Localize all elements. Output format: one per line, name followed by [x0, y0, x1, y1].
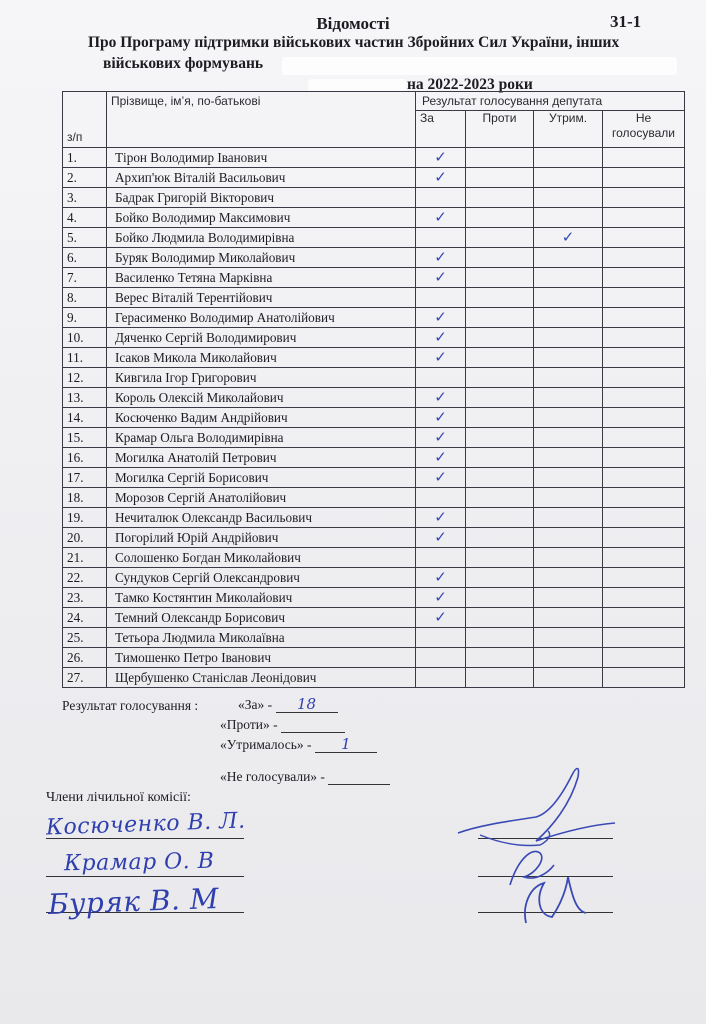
check-mark-icon: ✓: [434, 208, 447, 226]
vote-cell-for: [416, 368, 466, 388]
row-deputy-name: Дяченко Сергій Володимирович: [107, 328, 416, 348]
vote-cell-abstain: [534, 408, 603, 428]
row-number: 25.: [63, 628, 107, 648]
row-deputy-name: Тетьора Людмила Миколаївна: [107, 628, 416, 648]
vote-cell-novote: [603, 408, 685, 428]
vote-cell-abstain: [534, 348, 603, 368]
table-row: [63, 208, 685, 228]
table-row: [63, 528, 685, 548]
check-mark-icon: ✓: [434, 408, 447, 426]
vote-cell-novote: [603, 328, 685, 348]
handwritten-signatures: [440, 755, 630, 935]
header-abstain: Утрим.: [534, 111, 603, 148]
vote-cell-for: [416, 268, 466, 288]
vote-cell-for: [416, 548, 466, 568]
row-number: 17.: [63, 468, 107, 488]
row-number: 6.: [63, 248, 107, 268]
table-row: [63, 388, 685, 408]
voting-table: [62, 91, 685, 688]
vote-cell-against: [466, 248, 534, 268]
vote-cell-abstain: [534, 188, 603, 208]
vote-cell-abstain: [534, 628, 603, 648]
vote-cell-abstain: [534, 208, 603, 228]
vote-cell-abstain: [534, 368, 603, 388]
vote-cell-against: [466, 588, 534, 608]
row-number: 14.: [63, 408, 107, 428]
vote-cell-for: [416, 648, 466, 668]
row-number: 23.: [63, 588, 107, 608]
header-vote-result: Результат голосування депутата: [416, 92, 685, 111]
result-against: [220, 716, 345, 733]
vote-cell-against: [466, 608, 534, 628]
member-name-3: Буряк В. М: [47, 882, 220, 921]
check-mark-icon: ✓: [434, 528, 447, 546]
vote-cell-for: [416, 348, 466, 368]
result-against-value: [281, 716, 345, 733]
row-deputy-name: Тимошенко Петро Іванович: [107, 648, 416, 668]
row-deputy-name: Тірон Володимир Іванович: [107, 148, 416, 168]
vote-cell-novote: [603, 568, 685, 588]
table-row: [63, 268, 685, 288]
commission-label: Члени лічильної комісії:: [46, 790, 191, 805]
vote-cell-novote: [603, 348, 685, 368]
vote-cell-novote: [603, 608, 685, 628]
voting-table-body: [63, 148, 685, 688]
table-row: [63, 428, 685, 448]
vote-cell-for: [416, 448, 466, 468]
vote-cell-novote: [603, 308, 685, 328]
vote-cell-abstain: [534, 668, 603, 688]
table-row: [63, 228, 685, 248]
row-deputy-name: Щербушенко Станіслав Леонідович: [107, 668, 416, 688]
row-deputy-name: Бадрак Григорій Вікторович: [107, 188, 416, 208]
row-deputy-name: Косюченко Вадим Андрійович: [107, 408, 416, 428]
vote-cell-novote: [603, 648, 685, 668]
table-row: [63, 468, 685, 488]
vote-cell-for: [416, 388, 466, 408]
vote-cell-against: [466, 148, 534, 168]
row-number: 24.: [63, 608, 107, 628]
row-number: 10.: [63, 328, 107, 348]
vote-cell-for: [416, 288, 466, 308]
table-row: [63, 368, 685, 388]
row-number: 8.: [63, 288, 107, 308]
row-deputy-name: Темний Олександр Борисович: [107, 608, 416, 628]
check-mark-icon: ✓: [434, 508, 447, 526]
row-deputy-name: Бойко Людмила Володимирівна: [107, 228, 416, 248]
table-row: [63, 188, 685, 208]
table-row: [63, 348, 685, 368]
check-mark-icon: ✓: [434, 608, 447, 626]
row-deputy-name: Сундуков Сергій Олександрович: [107, 568, 416, 588]
vote-cell-against: [466, 508, 534, 528]
check-mark-icon: ✓: [434, 428, 447, 446]
vote-cell-novote: [603, 388, 685, 408]
check-mark-icon: ✓: [561, 228, 575, 246]
vote-cell-against: [466, 648, 534, 668]
result-not-voted-label: «Не голосували» -: [220, 769, 325, 784]
header-name: Прізвище, ім’я, по-батькові: [107, 92, 416, 148]
vote-cell-abstain: [534, 548, 603, 568]
vote-cell-abstain: [534, 328, 603, 348]
member-name-2: Крамар О. В: [63, 848, 215, 877]
vote-cell-against: [466, 388, 534, 408]
document-number: 31-1: [610, 12, 642, 31]
header-number: з/п: [63, 92, 107, 148]
row-number: 20.: [63, 528, 107, 548]
row-number: 7.: [63, 268, 107, 288]
table-row: [63, 448, 685, 468]
table-row: [63, 668, 685, 688]
vote-cell-against: [466, 188, 534, 208]
check-mark-icon: ✓: [434, 448, 447, 466]
table-row: [63, 408, 685, 428]
table-row: [63, 168, 685, 188]
row-deputy-name: Ісаков Микола Миколайович: [107, 348, 416, 368]
vote-cell-against: [466, 488, 534, 508]
row-number: 26.: [63, 648, 107, 668]
row-number: 18.: [63, 488, 107, 508]
vote-cell-abstain: [534, 448, 603, 468]
table-row: [63, 608, 685, 628]
vote-cell-abstain: [534, 648, 603, 668]
vote-cell-against: [466, 468, 534, 488]
vote-cell-abstain: [534, 388, 603, 408]
row-deputy-name: Верес Віталій Терентійович: [107, 288, 416, 308]
vote-cell-against: [466, 308, 534, 328]
vote-cell-for: [416, 228, 466, 248]
vote-cell-against: [466, 228, 534, 248]
vote-cell-abstain: [534, 608, 603, 628]
vote-cell-against: [466, 368, 534, 388]
row-deputy-name: Солошенко Богдан Миколайович: [107, 548, 416, 568]
result-label: Результат голосування :: [62, 698, 199, 713]
vote-cell-abstain: [534, 308, 603, 328]
vote-cell-abstain: [534, 568, 603, 588]
vote-cell-against: [466, 208, 534, 228]
vote-cell-against: [466, 268, 534, 288]
vote-cell-abstain: [534, 248, 603, 268]
vote-cell-for: [416, 408, 466, 428]
vote-cell-abstain: [534, 228, 603, 248]
subtitle-line-3: на 2022-2023 роки: [407, 76, 533, 93]
vote-cell-abstain: [534, 428, 603, 448]
vote-cell-abstain: [534, 288, 603, 308]
redaction-block: [282, 57, 677, 75]
vote-cell-novote: [603, 228, 685, 248]
vote-cell-against: [466, 568, 534, 588]
table-row: [63, 568, 685, 588]
header-not-voted: Не голосували: [603, 111, 685, 148]
row-number: 27.: [63, 668, 107, 688]
row-number: 15.: [63, 428, 107, 448]
vote-cell-abstain: [534, 468, 603, 488]
result-abstain: [220, 736, 377, 753]
result-against-label: «Проти» -: [220, 717, 278, 732]
vote-cell-for: [416, 468, 466, 488]
row-deputy-name: Нечиталюк Олександр Васильович: [107, 508, 416, 528]
vote-cell-novote: [603, 188, 685, 208]
vote-cell-abstain: [534, 528, 603, 548]
row-number: 3.: [63, 188, 107, 208]
table-row: [63, 288, 685, 308]
vote-cell-abstain: [534, 148, 603, 168]
result-abstain-label: «Утрималось» -: [220, 737, 312, 752]
vote-cell-abstain: [534, 488, 603, 508]
table-row: [63, 628, 685, 648]
vote-cell-novote: [603, 448, 685, 468]
vote-cell-for: [416, 588, 466, 608]
vote-cell-against: [466, 668, 534, 688]
vote-cell-for: [416, 528, 466, 548]
table-row: [63, 648, 685, 668]
row-number: 9.: [63, 308, 107, 328]
vote-cell-for: [416, 248, 466, 268]
vote-cell-for: [416, 568, 466, 588]
check-mark-icon: ✓: [434, 268, 447, 286]
header-for: За: [416, 111, 466, 148]
vote-cell-for: [416, 668, 466, 688]
row-number: 12.: [63, 368, 107, 388]
result-for: [238, 696, 338, 713]
vote-cell-against: [466, 168, 534, 188]
vote-cell-against: [466, 348, 534, 368]
table-row: [63, 508, 685, 528]
row-number: 5.: [63, 228, 107, 248]
check-mark-icon: ✓: [434, 308, 447, 326]
vote-cell-for: [416, 188, 466, 208]
check-mark-icon: ✓: [434, 388, 447, 406]
vote-cell-against: [466, 528, 534, 548]
vote-cell-novote: [603, 428, 685, 448]
vote-cell-for: [416, 328, 466, 348]
row-deputy-name: Погорілий Юрій Андрійович: [107, 528, 416, 548]
vote-cell-against: [466, 628, 534, 648]
row-number: 22.: [63, 568, 107, 588]
table-row: [63, 488, 685, 508]
row-deputy-name: Бойко Володимир Максимович: [107, 208, 416, 228]
row-number: 2.: [63, 168, 107, 188]
table-row: [63, 148, 685, 168]
check-mark-icon: ✓: [434, 328, 447, 346]
result-not-voted-value: [328, 768, 390, 785]
check-mark-icon: ✓: [434, 248, 447, 266]
vote-cell-novote: [603, 148, 685, 168]
vote-cell-against: [466, 408, 534, 428]
row-number: 16.: [63, 448, 107, 468]
check-mark-icon: ✓: [434, 588, 447, 606]
member-name-1: Косюченко В. Л.: [45, 808, 246, 841]
vote-cell-novote: [603, 288, 685, 308]
result-not-voted: [220, 768, 390, 785]
vote-cell-novote: [603, 488, 685, 508]
vote-cell-novote: [603, 628, 685, 648]
row-number: 4.: [63, 208, 107, 228]
vote-cell-for: [416, 508, 466, 528]
vote-cell-against: [466, 548, 534, 568]
vote-cell-against: [466, 448, 534, 468]
row-deputy-name: Василенко Тетяна Марківна: [107, 268, 416, 288]
vote-cell-novote: [603, 548, 685, 568]
vote-cell-novote: [603, 268, 685, 288]
table-row: [63, 548, 685, 568]
vote-cell-for: [416, 208, 466, 228]
vote-cell-novote: [603, 588, 685, 608]
vote-cell-for: [416, 148, 466, 168]
row-number: 1.: [63, 148, 107, 168]
vote-cell-for: [416, 308, 466, 328]
row-deputy-name: Крамар Ольга Володимирівна: [107, 428, 416, 448]
vote-cell-novote: [603, 468, 685, 488]
row-deputy-name: Тамко Костянтин Миколайович: [107, 588, 416, 608]
vote-cell-abstain: [534, 588, 603, 608]
check-mark-icon: ✓: [434, 568, 447, 586]
vote-cell-against: [466, 288, 534, 308]
signature-line: [46, 876, 244, 877]
table-row: [63, 328, 685, 348]
row-deputy-name: Буряк Володимир Миколайович: [107, 248, 416, 268]
vote-cell-abstain: [534, 268, 603, 288]
table-row: [63, 248, 685, 268]
vote-cell-against: [466, 428, 534, 448]
row-deputy-name: Морозов Сергій Анатолійович: [107, 488, 416, 508]
vote-cell-against: [466, 328, 534, 348]
vote-cell-novote: [603, 508, 685, 528]
result-for-label: «За» -: [238, 697, 273, 712]
vote-cell-novote: [603, 208, 685, 228]
check-mark-icon: ✓: [434, 468, 447, 486]
check-mark-icon: ✓: [434, 348, 447, 366]
row-deputy-name: Герасименко Володимир Анатолійович: [107, 308, 416, 328]
result-abstain-value: 1: [315, 736, 377, 753]
vote-cell-for: [416, 488, 466, 508]
table-row: [63, 588, 685, 608]
vote-cell-abstain: [534, 168, 603, 188]
row-deputy-name: Кивгила Ігор Григорович: [107, 368, 416, 388]
row-deputy-name: Могилка Анатолій Петрович: [107, 448, 416, 468]
table-row: [63, 308, 685, 328]
row-deputy-name: Могилка Сергій Борисович: [107, 468, 416, 488]
row-number: 21.: [63, 548, 107, 568]
vote-cell-novote: [603, 248, 685, 268]
subtitle-line-1: Про Програму підтримки військових частин Збройних Сил України, інших: [88, 34, 620, 51]
check-mark-icon: ✓: [434, 168, 447, 186]
vote-cell-novote: [603, 368, 685, 388]
document-title: Відомості: [316, 14, 390, 33]
vote-cell-novote: [603, 168, 685, 188]
vote-cell-for: [416, 168, 466, 188]
vote-cell-novote: [603, 668, 685, 688]
header-against: Проти: [466, 111, 534, 148]
row-number: 13.: [63, 388, 107, 408]
row-deputy-name: Архип'юк Віталій Васильович: [107, 168, 416, 188]
row-number: 11.: [63, 348, 107, 368]
vote-cell-novote: [603, 528, 685, 548]
row-number: 19.: [63, 508, 107, 528]
subtitle-line-2: військових формувань: [103, 55, 264, 72]
check-mark-icon: ✓: [434, 148, 447, 166]
vote-cell-for: [416, 428, 466, 448]
row-deputy-name: Король Олексій Миколайович: [107, 388, 416, 408]
vote-cell-for: [416, 608, 466, 628]
result-for-value: 18: [276, 696, 338, 713]
vote-cell-abstain: [534, 508, 603, 528]
vote-cell-for: [416, 628, 466, 648]
